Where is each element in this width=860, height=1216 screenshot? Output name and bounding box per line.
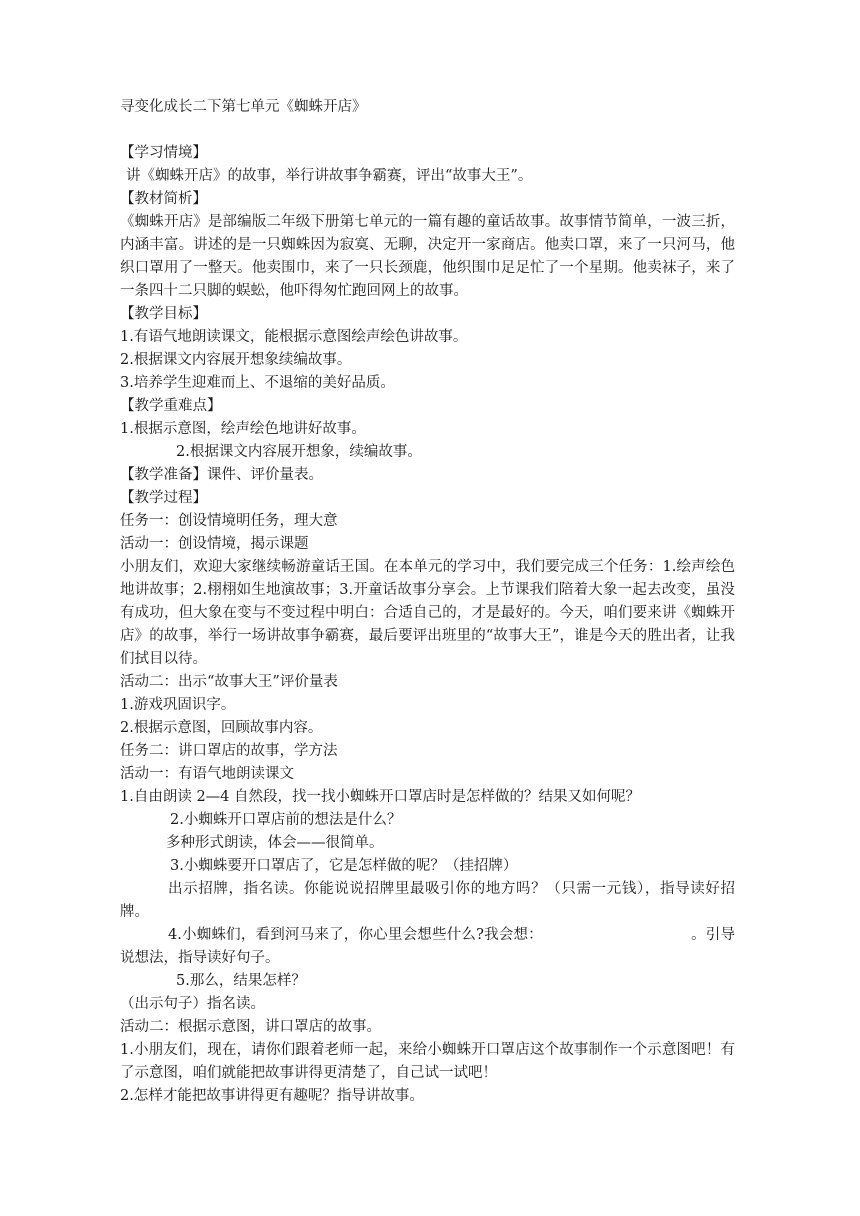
reading-item-2: 2.小蜘蛛开口罩店前的想法是什么？ bbox=[170, 812, 402, 828]
goal-item: 2.根据课文内容展开想象续编故事。 bbox=[120, 352, 352, 368]
key-point-item: 1.根据示意图，绘声绘色地讲好故事。 bbox=[120, 421, 366, 437]
reading-item-2-note: 多种形式朗读，体会——很简单。 bbox=[166, 835, 384, 851]
task-two-heading: 任务二：讲口罩店的故事，学方法 bbox=[120, 743, 338, 759]
task-two-activity-two-item: 2.怎样才能把故事讲得更有趣呢？指导讲故事。 bbox=[120, 1088, 424, 1104]
task-two-activity-two-text: 1.小朋友们，现在，请你们跟着老师一起，来给小蜘蛛开口罩店这个故事制作一个示意图吧！有了示意图，咱们就能把故事讲得更清楚了，自己试一试吧！ bbox=[120, 1042, 735, 1081]
reading-item-5: 5.那么，结果怎样？ bbox=[176, 973, 306, 989]
goal-item: 3.培养学生迎难而上、不退缩的美好品质。 bbox=[120, 375, 395, 391]
situation-heading: 【学习情境】 bbox=[120, 145, 207, 161]
reading-item-3: 3.小蜘蛛要开口罩店了，它是怎样做的呢？（挂招牌） bbox=[170, 858, 518, 874]
task-one-activity-two: 活动二：出示“故事大王”评价量表 bbox=[120, 674, 338, 690]
reading-item-5-note: （出示句子）指名读。 bbox=[120, 996, 265, 1012]
activity-item: 2.根据示意图，回顾故事内容。 bbox=[120, 720, 323, 736]
situation-text: 讲《蜘蛛开店》的故事，举行讲故事争霸赛，评出“故事大王”。 bbox=[126, 168, 533, 184]
task-two-activity-one: 活动一：有语气地朗读课文 bbox=[120, 766, 294, 782]
document-page bbox=[120, 96, 735, 1108]
reading-item-3-note: 出示招牌，指名读。你能说说招牌里最吸引你的地方吗？（只需一元钱），指导读好招牌。 bbox=[120, 881, 735, 920]
textbook-heading: 【教材简析】 bbox=[120, 191, 207, 207]
reading-item-4-prompt: 4.小蜘蛛们，看到河马来了，你心里会想些什么?我会想： bbox=[168, 927, 543, 943]
reading-item-4 bbox=[120, 924, 735, 970]
preparation-line: 【教学准备】课件、评价量表。 bbox=[120, 467, 323, 483]
activity-item: 1.游戏巩固识字。 bbox=[120, 697, 236, 713]
task-one-activity-one: 活动一：创设情境，揭示课题 bbox=[120, 536, 309, 552]
reading-item-4-guide: 。引导说想法，指导读好句子。 bbox=[120, 927, 735, 966]
key-point-item: 2.根据课文内容展开想象，续编故事。 bbox=[176, 444, 422, 460]
task-one-activity-one-text: 小朋友们，欢迎大家继续畅游童话王国。在本单元的学习中，我们要完成三个任务：1.绘声绘色地讲故事；2.栩栩如生地演故事；3.开童话故事分享会。上节课我们陪着大象一起去改变，虽没有成功，但大象在变与不变过程中明白：合适自己的，才是最好的。今天，咱们要来讲《蜘蛛开店》的故事，举行一场讲故事争霸赛，最后要评出班里的“故事大王”，谁是今天的胜出者，让我们拭目以待。 bbox=[120, 559, 735, 667]
process-heading: 【教学过程】 bbox=[120, 490, 207, 506]
document-title: 寻变化成长二下第七单元《蜘蛛开店》 bbox=[120, 99, 367, 115]
goal-item: 1.有语气地朗读课文，能根据示意图绘声绘色讲故事。 bbox=[120, 329, 468, 345]
task-one-heading: 任务一：创设情境明任务，理大意 bbox=[120, 513, 338, 529]
reading-item-1: 1.自由朗读 2—4 自然段，找一找小蜘蛛开口罩店时是怎样做的？结果又如何呢？ bbox=[120, 789, 641, 805]
task-two-activity-two: 活动二：根据示意图，讲口罩店的故事。 bbox=[120, 1019, 381, 1035]
goals-heading: 【教学目标】 bbox=[120, 306, 207, 322]
textbook-text: 《蜘蛛开店》是部编版二年级下册第七单元的一篇有趣的童话故事。故事情节简单，一波三折，内涵丰富。讲述的是一只蜘蛛因为寂寞、无聊，决定开一家商店。他卖口罩，来了一只河马，他织口罩用了一整天。他卖围巾，来了一只长颈鹿，他织围巾足足忙了一个星期。他卖袜子，来了一条四十二只脚的蜈蚣，他吓得匆忙跑回网上的故事。 bbox=[120, 214, 735, 299]
key-points-heading: 【教学重难点】 bbox=[120, 398, 222, 414]
